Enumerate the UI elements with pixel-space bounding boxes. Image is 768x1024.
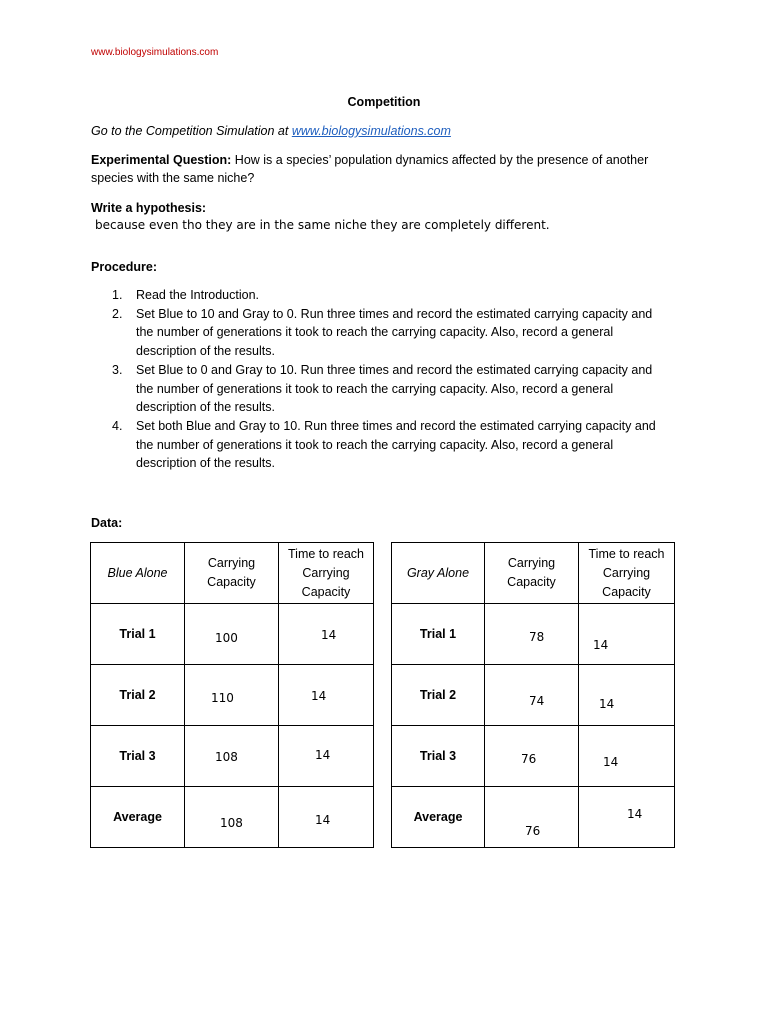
table-row (91, 665, 374, 726)
question-label: Experimental Question: (91, 153, 232, 167)
blue-table-title: Blue Alone (91, 543, 185, 604)
time-cell[interactable]: 14 (579, 787, 675, 848)
capacity-cell[interactable]: 76 (485, 726, 579, 787)
table-row (392, 604, 675, 665)
capacity-cell[interactable]: 74 (485, 665, 579, 726)
site-header-link[interactable]: www.biologysimulations.com (91, 47, 219, 58)
table-row (392, 665, 675, 726)
row-label: Average (91, 787, 185, 848)
table-row (91, 726, 374, 787)
procedure-step: 4. Set both Blue and Gray to 10. Run three times and record the estimated carrying capacity and the number of generations it took to reach the carrying capacity. Also, record a general description of the results. (112, 418, 656, 471)
time-cell[interactable]: 14 (279, 726, 374, 787)
table-row (91, 787, 374, 848)
capacity-cell[interactable]: 100 (185, 604, 279, 665)
simulation-link[interactable]: www.biologysimulations.com (291, 124, 451, 138)
procedure-step: 1. Read the Introduction. (112, 288, 259, 302)
capacity-cell[interactable]: 108 (185, 787, 279, 848)
procedure-label: Procedure: (91, 260, 157, 274)
question-text-1: How is a species’ population dynamics affected by the presence of another (231, 153, 649, 167)
blue-alone-table (90, 542, 374, 848)
table-row (91, 604, 374, 665)
gray-alone-table (391, 542, 675, 848)
time-cell[interactable]: 14 (579, 604, 675, 665)
question-text-2: species with the same niche? (91, 171, 255, 185)
row-label: Trial 3 (91, 726, 185, 787)
time-cell[interactable]: 14 (579, 726, 675, 787)
procedure-list (112, 286, 672, 473)
gray-capacity-header: Carrying Capacity (485, 543, 579, 604)
hypothesis-answer[interactable]: because even tho they are in the same niche they are completely different. (95, 218, 550, 232)
page-title: Competition (347, 95, 421, 109)
capacity-cell[interactable]: 76 (485, 787, 579, 848)
time-cell[interactable]: 14 (279, 665, 374, 726)
row-label: Average (392, 787, 485, 848)
gray-time-header: Time to reach Carrying Capacity (579, 543, 675, 604)
time-cell[interactable]: 14 (579, 665, 675, 726)
row-label: Trial 3 (392, 726, 485, 787)
data-label: Data: (91, 516, 123, 530)
capacity-cell[interactable]: 108 (185, 726, 279, 787)
table-row (392, 726, 675, 787)
time-cell[interactable]: 14 (279, 604, 374, 665)
intro-text: Go to the Competition Simulation at (91, 124, 292, 138)
capacity-cell[interactable]: 110 (185, 665, 279, 726)
row-label: Trial 1 (91, 604, 185, 665)
procedure-step: 3. Set Blue to 0 and Gray to 10. Run three times and record the estimated carrying capacity and the number of generations it took to reach the carrying capacity. Also, record a general description of the results. (112, 362, 653, 415)
row-label: Trial 2 (392, 665, 485, 726)
capacity-cell[interactable]: 78 (485, 604, 579, 665)
table-row (392, 787, 675, 848)
intro-line (91, 122, 451, 140)
blue-time-header: Time to reach Carrying Capacity (279, 543, 374, 604)
row-label: Trial 1 (392, 604, 485, 665)
row-label: Trial 2 (91, 665, 185, 726)
blue-capacity-header: Carrying Capacity (185, 543, 279, 604)
gray-table-title: Gray Alone (392, 543, 485, 604)
experimental-question (91, 151, 691, 187)
time-cell[interactable]: 14 (279, 787, 374, 848)
hypothesis-label: Write a hypothesis: (91, 201, 207, 215)
procedure-step: 2. Set Blue to 10 and Gray to 0. Run three times and record the estimated carrying capacity and the number of generations it took to reach the carrying capacity. Also, record a general description of the results. (112, 306, 653, 359)
